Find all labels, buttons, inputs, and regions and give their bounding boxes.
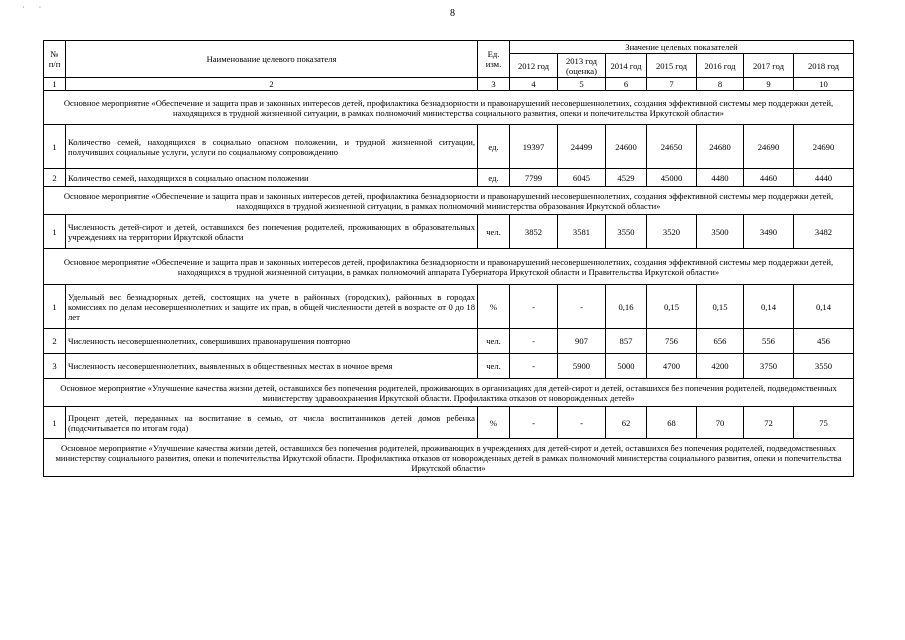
table-row [44,354,854,379]
section-title: Основное мероприятие «Обеспечение и защита прав и законных интересов детей, профилактика безнадзорности и правонарушений несовершеннолетних, создания эффективной системы мер поддержки детей, находящихся в трудной жизненной ситуации, в рамках полномочий министерства социального развития, опеки и попечительства Иркутской области» [44,91,854,125]
value-cell: 24680 [697,125,744,169]
indicator-name: Численность несовершеннолетних, совершивших правонарушения повторно [66,329,478,354]
col-number: 6 [606,78,647,91]
page-number: 8 [450,8,455,19]
value-cell: 0,15 [647,285,697,329]
value-cell: 24600 [606,125,647,169]
indicator-name: Удельный вес безнадзорных детей, состоящих на учете в районных (городских), районных в городах комиссиях по делам несовершеннолетних и защите их прав, в общей численности детей в возрасте от 0 до 18 лет [66,285,478,329]
value-cell: 3550 [794,354,854,379]
row-num: 3 [44,354,66,379]
value-cell: 556 [744,329,794,354]
col-number: 4 [510,78,558,91]
value-cell: 3520 [647,215,697,249]
value-cell: 3852 [510,215,558,249]
header-unit: Ед. изм. [478,41,510,78]
header-year: 2017 год [744,54,794,78]
unit-cell: ед. [478,125,510,169]
value-cell: 24690 [744,125,794,169]
header-values-group: Значение целевых показателей [510,41,854,54]
row-num: 1 [44,407,66,439]
value-cell: 5000 [606,354,647,379]
value-cell: 7799 [510,169,558,187]
value-cell: 24499 [558,125,606,169]
table-row [44,285,854,329]
col-number: 3 [478,78,510,91]
header-year: 2016 год [697,54,744,78]
indicator-name: Численность детей-сирот и детей, оставшихся без попечения родителей, проживающих в образовательных учреждениях на территории Иркутской области [66,215,478,249]
value-cell: 4440 [794,169,854,187]
header-year: 2012 год [510,54,558,78]
value-cell: 4200 [697,354,744,379]
header-num: № п/п [44,41,66,78]
value-cell: 0,14 [794,285,854,329]
value-cell: 907 [558,329,606,354]
value-cell: 4460 [744,169,794,187]
unit-cell: % [478,285,510,329]
header-year: 2014 год [606,54,647,78]
row-num: 1 [44,285,66,329]
unit-cell: чел. [478,215,510,249]
indicator-name: Процент детей, переданных на воспитание в семью, от числа воспитанников детей домов ребенка (подсчитывается по итогам года) [66,407,478,439]
value-cell: 45000 [647,169,697,187]
value-cell: 24690 [794,125,854,169]
table-row [44,329,854,354]
value-cell: - [510,407,558,439]
value-cell: 4480 [697,169,744,187]
value-cell: 6045 [558,169,606,187]
value-cell: 0,16 [606,285,647,329]
section-title: Основное мероприятие «Улучшение качества жизни детей, оставшихся без попечения родителей, проживающих в организациях для детей-сирот и детей, оставшихся без попечения родителей, подведомственных министерству здравоохранения Иркутской области. Профилактика отказов от новорожденных детей» [44,379,854,407]
col-number: 5 [558,78,606,91]
row-num: 2 [44,329,66,354]
section-title: Основное мероприятие «Обеспечение и защита прав и законных интересов детей, профилактика безнадзорности и правонарушений несовершеннолетних, создания эффективной системы мер поддержки детей, находящихся в трудной жизненной ситуации, в рамках полномочий аппарата Губернатора Иркутской области и Правительства Иркутской области» [44,249,854,285]
value-cell: - [558,285,606,329]
table-row [44,125,854,169]
value-cell: 3500 [697,215,744,249]
value-cell: 75 [794,407,854,439]
value-cell: 68 [647,407,697,439]
value-cell: 3550 [606,215,647,249]
unit-cell: чел. [478,329,510,354]
value-cell: 3490 [744,215,794,249]
value-cell: 4700 [647,354,697,379]
value-cell: 0,15 [697,285,744,329]
section-title: Основное мероприятие «Улучшение качества жизни детей, оставшихся без попечения родителей, проживающих в учреждениях для детей-сирот и детей, оставшихся без попечения родителей, подведомственных министерству социального развития, опеки и попечительства Иркутской области. Профилактика отказов от новорожденных детей в рамках полномочий министерства социального развития, опеки и попечительства Иркутской области» [44,439,854,477]
value-cell: 62 [606,407,647,439]
col-number: 7 [647,78,697,91]
value-cell: 456 [794,329,854,354]
unit-cell: ед. [478,169,510,187]
col-number: 9 [744,78,794,91]
header-year: 2015 год [647,54,697,78]
col-number: 10 [794,78,854,91]
value-cell: - [510,285,558,329]
value-cell: - [510,354,558,379]
unit-cell: чел. [478,354,510,379]
table-row [44,215,854,249]
indicator-name: Количество семей, находящихся в социально опасном положении, и трудной жизненной ситуации, получивших социальные услуги, услуги по социальному сопровождению [66,125,478,169]
value-cell: 72 [744,407,794,439]
table-row [44,407,854,439]
value-cell: 0,14 [744,285,794,329]
row-num: 1 [44,125,66,169]
value-cell: 24650 [647,125,697,169]
col-number: 2 [66,78,478,91]
value-cell: 4529 [606,169,647,187]
value-cell: - [558,407,606,439]
header-year: 2018 год [794,54,854,78]
header-year: 2013 год (оценка) [558,54,606,78]
value-cell: 5900 [558,354,606,379]
section-title: Основное мероприятие «Обеспечение и защита прав и законных интересов детей, профилактика безнадзорности и правонарушений несовершеннолетних, создания эффективной системы мер поддержки детей, находящихся в трудной жизненной ситуации, в рамках полномочий министерства образования Иркутской области» [44,187,854,215]
scan-artifact: · · [22,3,48,12]
col-number: 8 [697,78,744,91]
value-cell: 3750 [744,354,794,379]
value-cell: 3482 [794,215,854,249]
target-indicators-table [43,40,854,477]
value-cell: 19397 [510,125,558,169]
value-cell: 656 [697,329,744,354]
row-num: 1 [44,215,66,249]
value-cell: 756 [647,329,697,354]
header-name: Наименование целевого показателя [66,41,478,78]
value-cell: 857 [606,329,647,354]
unit-cell: % [478,407,510,439]
value-cell: - [510,329,558,354]
col-number: 1 [44,78,66,91]
indicator-name: Численность несовершеннолетних, выявленных в общественных местах в ночное время [66,354,478,379]
indicator-name: Количество семей, находящихся в социально опасном положении [66,169,478,187]
value-cell: 3581 [558,215,606,249]
row-num: 2 [44,169,66,187]
table-row [44,169,854,187]
value-cell: 70 [697,407,744,439]
